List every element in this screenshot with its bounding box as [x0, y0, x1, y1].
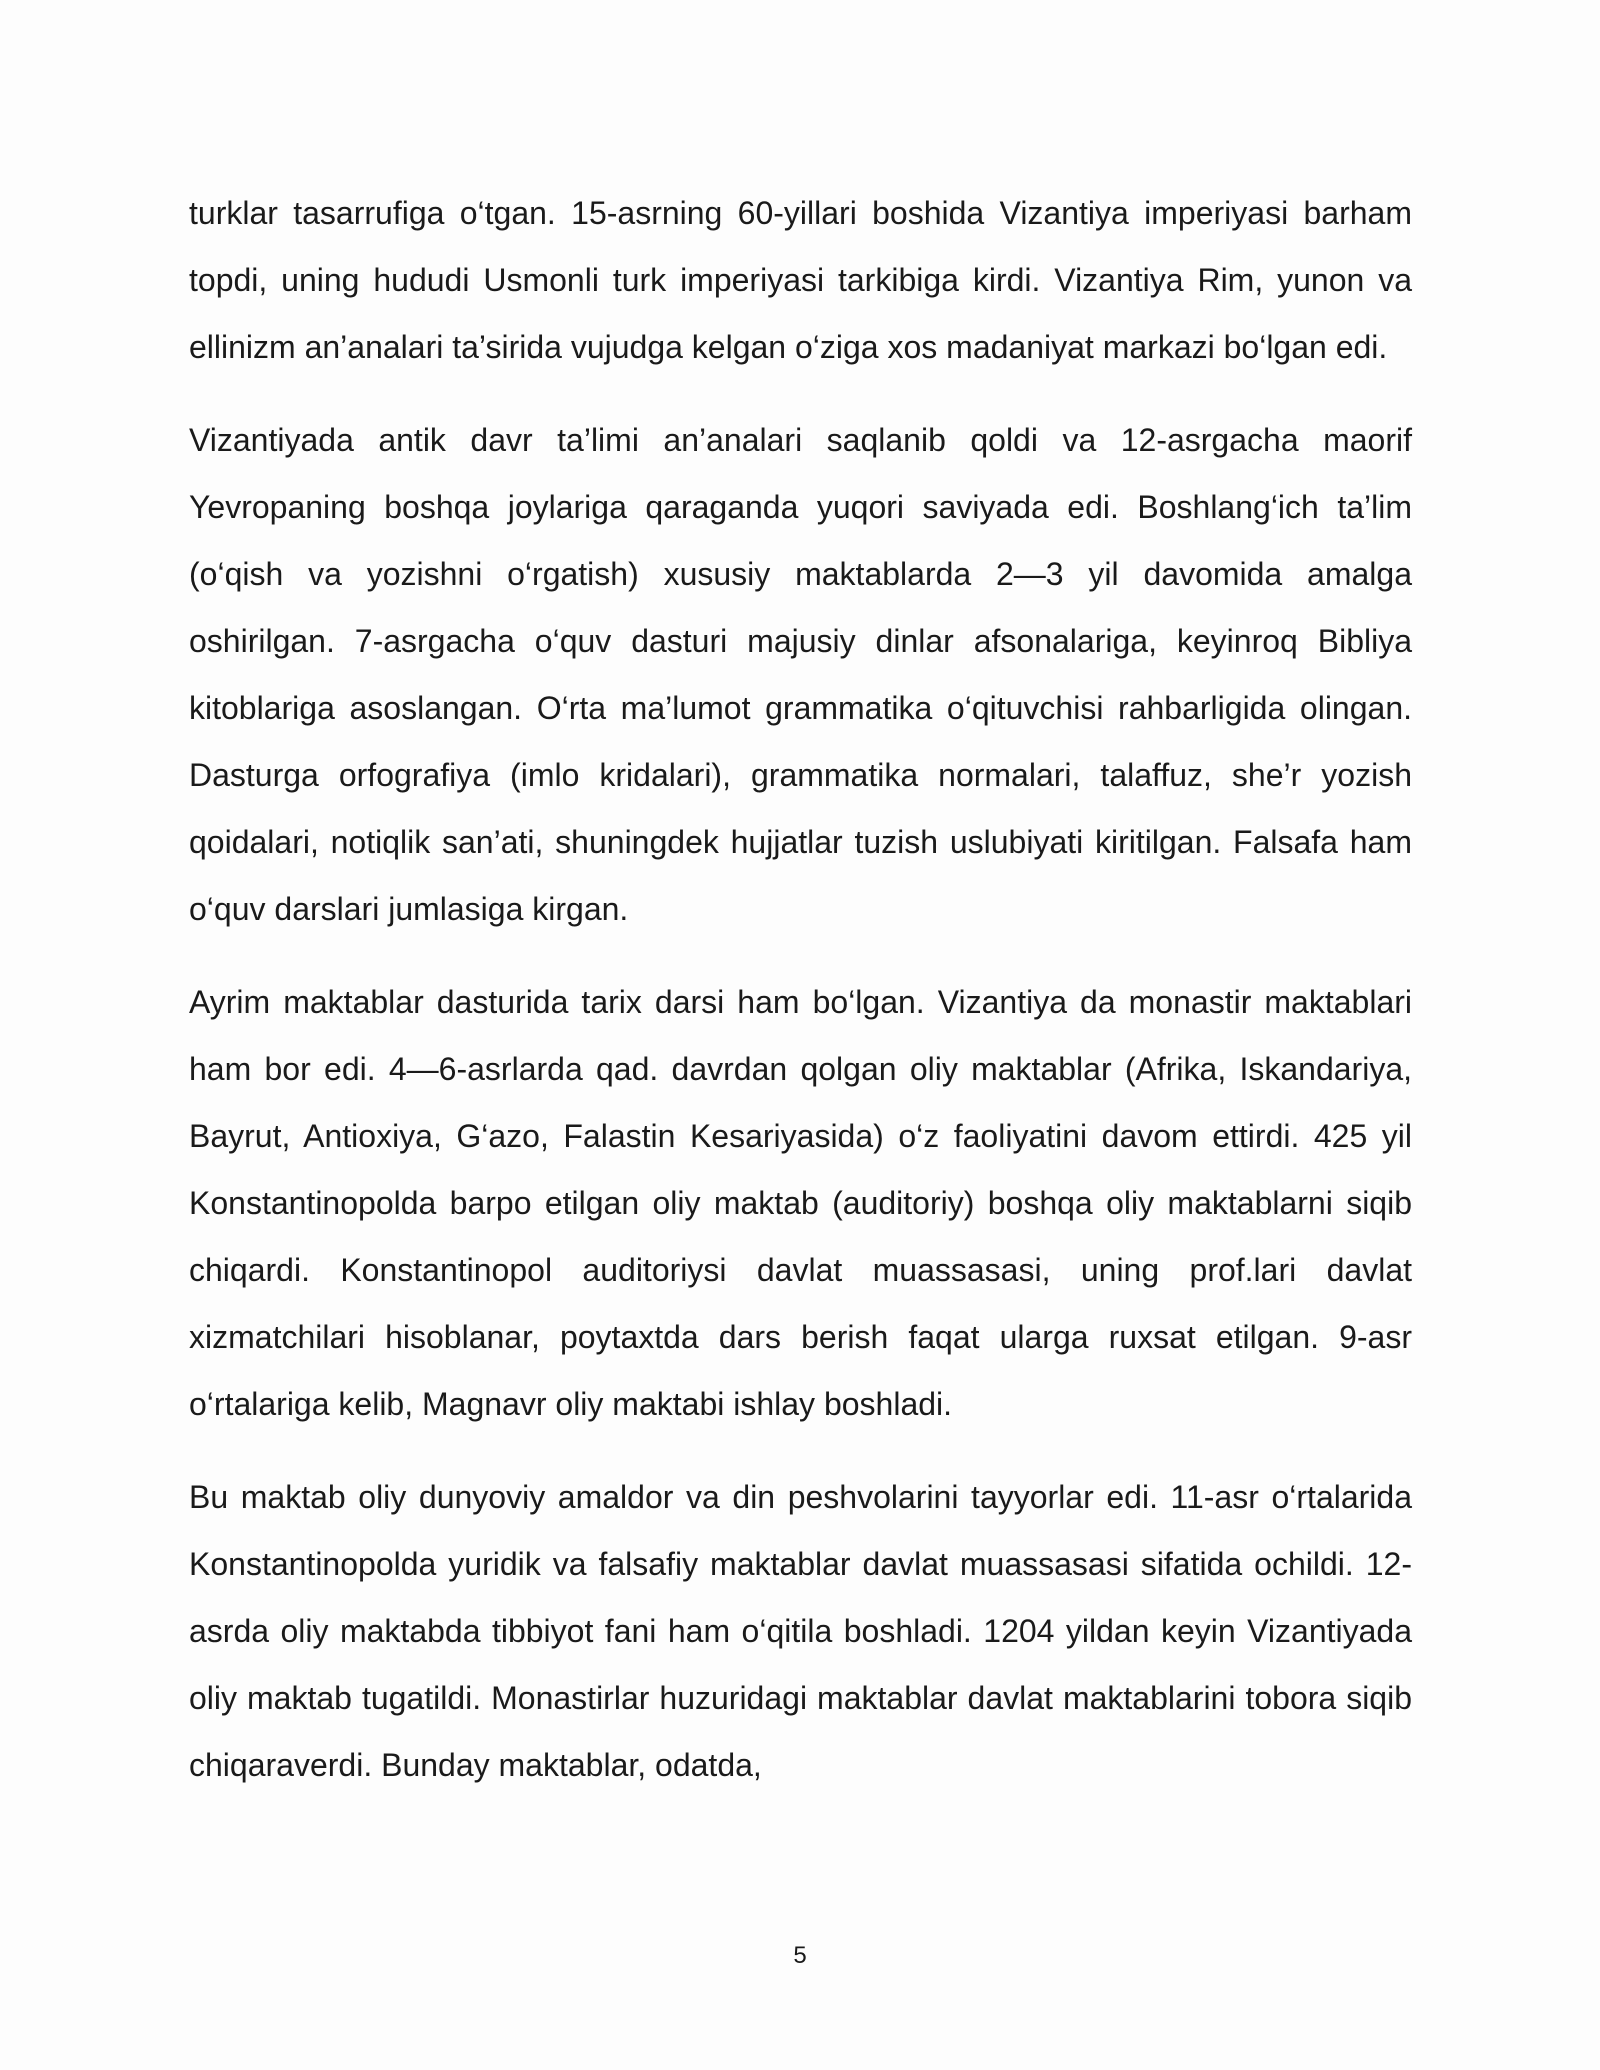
page-number: 5 — [793, 1942, 807, 1969]
paragraph-4: Bu maktab oliy dunyoviy amaldor va din peshvolarini tayyorlar edi. 11-asr o‘rtalarida Konstantinopolda yuridik va falsafiy maktablar davlat muassasasi sifatida ochildi. 12-asrda oliy maktabda tibbiyot fani ham o‘qitila boshladi. 1204 yildan keyin Vizantiyada oliy maktab tugatildi. Monastirlar huzuridagi maktablar davlat maktablarini tobora siqib chiqaraverdi. Bunday maktablar, odatda, — [189, 1479, 1412, 1783]
paragraph-1: turklar tasarrufiga o‘tgan. 15-asrning 60-yillari boshida Vizantiya imperiyasi barham topdi, uning hududi Usmonli turk imperiyasi tarkibiga kirdi. Vizantiya Rim, yunon va ellinizm an’analari ta’sirida vujudga kelgan o‘ziga xos madaniyat markazi bo‘lgan edi. — [189, 195, 1412, 365]
paragraph-3: Ayrim maktablar dasturida tarix darsi ham bo‘lgan. Vizantiya da monastir maktablari ham bor edi. 4—6-asrlarda qad. davrdan qolgan oliy maktablar (Afrika, Iskandariya, Bayrut, Antioxiya, G‘azo, Falastin Kesariyasida) o‘z faoliyatini davom ettirdi. 425 yil Konstantinopolda barpo etilgan oliy maktab (auditoriy) boshqa oliy maktablarni siqib chiqardi. Konstantinopol auditoriysi davlat muassasasi, uning prof.lari davlat xizmatchilari hisoblanar, poytaxtda dars berish faqat ularga ruxsat etilgan. 9-asr o‘rtalariga kelib, Magnavr oliy maktabi ishlay boshladi. — [189, 984, 1412, 1422]
body-text — [189, 180, 1412, 1825]
paragraph-2: Vizantiyada antik davr ta’limi an’analari saqlanib qoldi va 12-asrgacha maorif Yevropaning boshqa joylariga qaraganda yuqori saviyada edi. Boshlang‘ich ta’lim (o‘qish va yozishni o‘rgatish) xususiy maktablarda 2—3 yil davomida amalga oshirilgan. 7-asrgacha o‘quv dasturi majusiy dinlar afsonalariga, keyinroq Bibliya kitoblariga asoslangan. O‘rta ma’lumot grammatika o‘qituvchisi rahbarligida olingan. Dasturga orfografiya (imlo kridalari), grammatika normalari, talaffuz, she’r yozish qoidalari, notiqlik san’ati, shuningdek hujjatlar tuzish uslubiyati kiritilgan. Falsafa ham o‘quv darslari jumlasiga kirgan. — [189, 422, 1412, 927]
